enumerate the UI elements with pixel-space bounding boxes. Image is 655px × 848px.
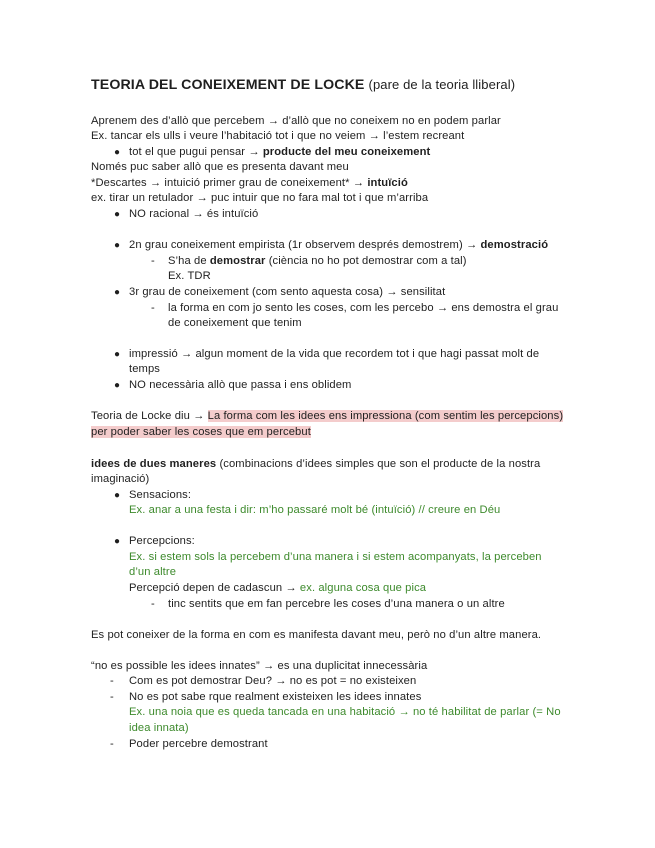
paragraph-line: Només puc saber allò que es presenta davant meu [91, 161, 349, 173]
example-text: ex. alguna cosa que pica [299, 582, 427, 594]
paragraph-line: Aprenem des d’allò que percebem → d’allò que no coneixem no en podem parlar [91, 115, 501, 127]
bullet-item-continuation: temps [129, 363, 160, 375]
bullet-icon: ● [114, 536, 121, 547]
bullet-icon: ● [114, 349, 121, 360]
bullet-item: NO necessària allò que passa i ens oblidem [129, 379, 352, 391]
dash-item-continuation: Ex. TDR [168, 270, 211, 282]
bold-text: demostració [480, 239, 549, 251]
paragraph-line: idees de dues maneres (combinacions d’idees simples que son el producte de la nostra [91, 458, 541, 470]
paragraph-line: Es pot coneixer de la forma en com es manifesta davant meu, però no d’un altre manera. [91, 629, 542, 641]
paragraph-line: Teoria de Locke diu → La forma com les idees ens impressiona (com sentim les percepcions) [91, 410, 564, 422]
bullet-item: impressió → algun moment de la vida que recordem tot i que hagi passat molt de [129, 348, 540, 360]
example-text: Ex. anar a una festa i dir: m’ho passaré molt bé (intuïció) // creure en Déu [129, 504, 501, 516]
bullet-icon: ● [114, 209, 121, 220]
dash-item: No es pot sabe rque realment existeixen les idees innates [129, 691, 422, 703]
bullet-item-continuation: Percepció depen de cadascun → ex. alguna cosa que pica [129, 582, 427, 594]
dash-icon: - [151, 302, 155, 314]
bold-text: producte del meu coneixement [262, 146, 431, 158]
example-text: Ex. si estem sols la percebem d’una manera i si estem acompanyats, la perceben [129, 551, 542, 563]
example-text: d’un altre [129, 566, 177, 578]
bold-text: idees de dues maneres [91, 458, 217, 470]
dash-icon: - [110, 738, 114, 750]
dash-item: Poder percebre demostrant [129, 738, 268, 750]
dash-icon: - [110, 691, 114, 703]
paragraph-line: “no es possible les idees innates” → es una duplicitat innecessària [91, 660, 428, 672]
paragraph-line: *Descartes → intuició primer grau de coneixement* → intuïció [91, 177, 408, 189]
dash-item: S’ha de demostrar (ciència no ho pot demostrar com a tal) [168, 255, 467, 267]
bullet-icon: ● [114, 147, 121, 158]
page-title [91, 77, 515, 93]
dash-icon: - [151, 598, 155, 610]
paragraph-line: Ex. tancar els ulls i veure l’habitació tot i que no veiem → l’estem recreant [91, 130, 465, 142]
dash-icon: - [151, 255, 155, 267]
paragraph-line: ex. tirar un retulador → puc intuir que no fara mal tot i que m’arriba [91, 192, 429, 204]
bullet-item: NO racional → és intuïció [129, 208, 259, 220]
bullet-item: 2n grau coneixement empirista (1r observem després demostrem) → demostració [129, 239, 549, 251]
bold-text: demostrar [209, 255, 266, 267]
bullet-item: 3r grau de coneixement (com sento aquesta cosa) → sensilitat [129, 286, 446, 298]
title-subtitle: (pare de la teoria lliberal) [368, 77, 516, 92]
bullet-item: tot el que pugui pensar → producte del meu coneixement [129, 146, 431, 158]
dash-item-continuation: de coneixement que tenim [168, 317, 302, 329]
example-text: idea innata) [129, 722, 189, 734]
paragraph-line: imaginació) [91, 473, 150, 485]
bullet-item: Sensacions: [129, 489, 192, 501]
dash-item: la forma en com jo sento les coses, com les percebo → ens demostra el grau [168, 302, 559, 314]
highlighted-text: per poder saber les coses que em percebut [91, 426, 311, 438]
dash-item: tinc sentits que em fan percebre les coses d’una manera o un altre [168, 598, 505, 610]
bullet-icon: ● [114, 287, 121, 298]
dash-item: Com es pot demostrar Deu? → no es pot = no existeixen [129, 675, 417, 687]
bullet-icon: ● [114, 490, 121, 501]
bullet-icon: ● [114, 240, 121, 251]
example-text: Ex. una noia que es queda tancada en una habitació → no té habilitat de parlar (= No [129, 706, 561, 718]
title-main: TEORIA DEL CONEIXEMENT DE LOCKE [91, 77, 365, 93]
highlighted-text: La forma com les idees ens impressiona (com sentim les percepcions) [207, 410, 564, 422]
paragraph-line [91, 425, 311, 440]
bullet-icon: ● [114, 380, 121, 391]
bullet-item: Percepcions: [129, 535, 195, 547]
bold-text: intuïció [367, 177, 408, 189]
dash-icon: - [110, 675, 114, 687]
